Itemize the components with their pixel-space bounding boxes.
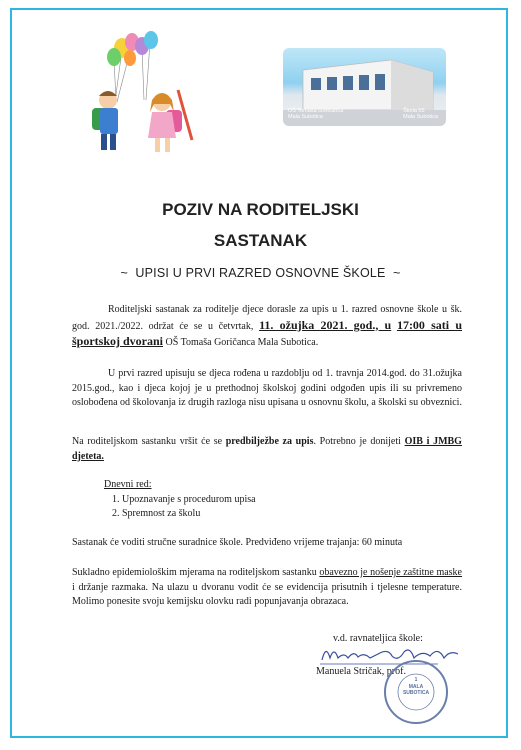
meeting-date: 11. ožujka 2021. god., u [259, 317, 392, 332]
subtitle-ornament-right: ~ [392, 266, 401, 280]
paragraph-eligibility: U prvi razred upisuju se djeca rođena u razdoblju od 1. travnja 2014.god. do 31.ožujka 2015.god., kao i djeca kojoj je u prethodnoj školskoj godini odgođen upis ili su privremeno oslobođena od školovanja iz drugih razloga nisu upisana u osnovnu školu, a školski su obveznici. [72, 368, 462, 408]
para5-intro: Sukladno epidemiološkim mjerama na roditeljskom sastanku [72, 567, 320, 578]
title-line-2: SASTANAK [213, 231, 308, 250]
photo-caption-right-1: Škola 55 [403, 108, 425, 114]
para1-intro: Roditeljski sastanak za roditelje djece dorasle za upis u 1. razred osnovne škole u šk. god. 2021./2022. održat će se u četvrtak, [72, 304, 462, 332]
children-with-balloons-illustration [70, 30, 210, 160]
photo-caption-left-2: Mala Subotica [288, 114, 323, 120]
school-stamp [384, 660, 448, 724]
paragraph-epidemiological-measures [72, 566, 462, 610]
paragraph-preregistration [72, 435, 462, 464]
paragraph-duration: Sastanak će voditi stručne suradnice škole. Predviđeno vrijeme trajanja: 60 minuta [72, 537, 403, 548]
subtitle-ornament-left: ~ [120, 266, 129, 280]
preregistration-bold: predbilježbe za upis [225, 436, 314, 447]
stamp-center-2: SUBOTICA [402, 690, 430, 696]
agenda-list [104, 493, 404, 522]
stamp-number: 1 [414, 677, 418, 683]
para5-rest: i držanje razmaka. Na ulazu u dvoranu vodit će se evidencija prisutnih i tjelesne temperature. Molimo ponesite svoju kemijsku olovku radi popunjavanja obrazaca. [72, 581, 462, 607]
signatory-name: Manuela Stričak, prof. [316, 666, 406, 677]
stamp-center-1: MALA [408, 683, 424, 690]
subtitle-text: UPISI U PRVI RAZRED OSNOVNE ŠKOLE [135, 266, 386, 280]
meeting-time-place: 17:00 sati u športskoj dvorani [72, 317, 463, 348]
agenda-item: 1. Upoznavanje s procedurom upisa [122, 493, 404, 508]
para1-school: OŠ Tomaša Goričanca Mala Subotica. [163, 337, 319, 348]
photo-caption-left-1: OŠ Tomaša Goričanca [288, 108, 344, 114]
school-building-photo [283, 48, 446, 126]
agenda-item: 2. Spremnost za školu [122, 507, 404, 522]
photo-caption-right-2: Mala Subotica [403, 114, 438, 120]
required-documents: OIB i JMBG djeteta. [72, 436, 462, 462]
para3-intro: Na roditeljskom sastanku vršit će se [72, 436, 226, 447]
title-line-1: POZIV NA RODITELJSKI [162, 200, 359, 219]
para3-mid: . Potrebno je donijeti [313, 436, 405, 447]
agenda-heading: Dnevni red: [104, 479, 152, 490]
signature-role: v.d. ravnateljica škole: [333, 633, 423, 644]
paragraph-meeting-info [72, 303, 462, 351]
mask-requirement: obavezno je nošenje zaštitne maske [319, 567, 462, 578]
agenda [104, 478, 404, 522]
subtitle [0, 266, 521, 280]
